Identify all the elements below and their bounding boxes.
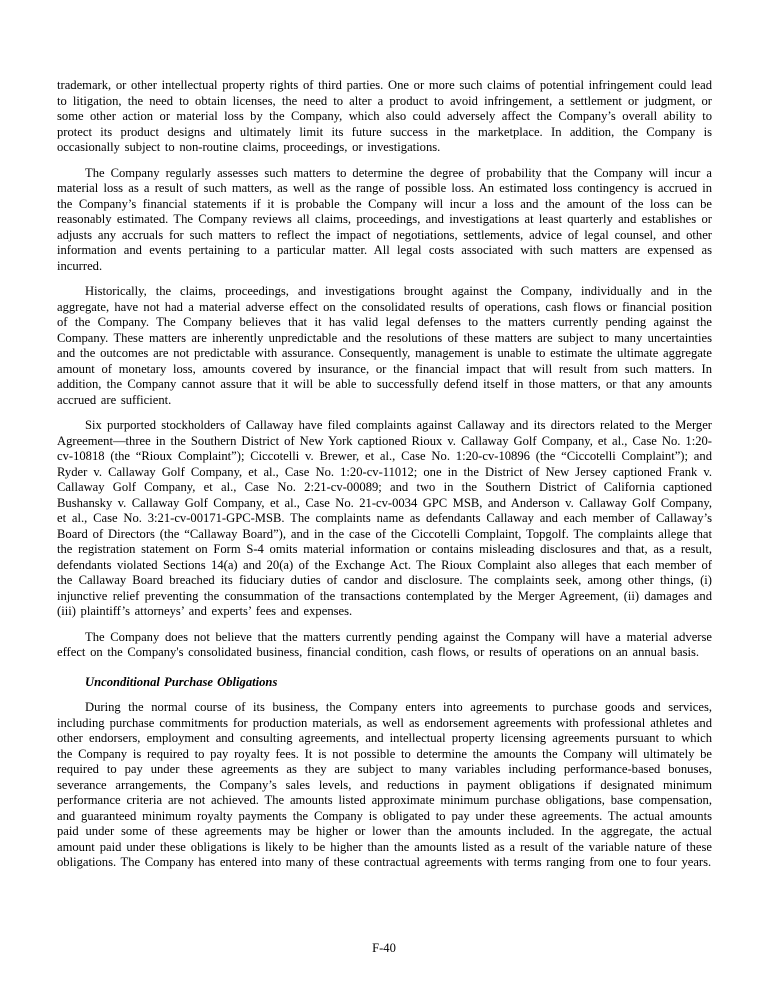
page-number: F-40 xyxy=(372,941,396,955)
section-heading-unconditional-purchase-obligations: Unconditional Purchase Obligations xyxy=(85,674,278,689)
document-content xyxy=(57,78,712,881)
paragraph-purchase-agreements: During the normal course of its business, the Company enters into agreements to purchase goods and services, including purchase commitments for production materials, as well as endorsement agreements with professional athletes and other endorsers, employment and consulting agreements, and intellectual property licensing agreements pursuant to which the Company is required to pay royalty fees. It is not possible to determine the amounts the Company will ultimately be required to pay under these agreements as they are subject to many variables including performance-based bonuses, severance arrangements, the Company’s sales levels, and reductions in payment obligations if designated minimum performance criteria are not achieved. The amounts listed approximate minimum purchase obligations, base compensation, and guaranteed minimum royalty payments the Company is obligated to pay under these agreements. The actual amounts paid under some of these agreements may be higher or lower than the amounts included. In the aggregate, the actual amount paid under these obligations is likely to be higher than the amounts listed as a result of the variable nature of these obligations. The Company has entered into many of these contractual agreements with terms ranging from one to four years. xyxy=(57,700,712,869)
paragraph-stockholder-complaints: Six purported stockholders of Callaway have filed complaints against Callaway and its directors related to the Merger Agreement—three in the Southern District of New York captioned Rioux v. Callaway Golf Company, et al., Case No. 1:20-cv-10818 (the “Rioux Complaint”); Ciccotelli v. Brewer, et al., Case No. 1:20-cv-10896 (the “Ciccotelli Complaint”); and Ryder v. Callaway Golf Company, et al., Case No. 1:20-cv-11012; one in the District of New Jersey captioned Frank v. Callaway Golf Company, et al., Case No. 2:21-cv-00089; and two in the Southern District of California captioned Bushansky v. Callaway Golf Company, et al., Case No. 21-cv-0034 GPC MSB, and Anderson v. Callaway Golf Company, et al., Case No. 3:21-cv-00171-GPC-MSB. The complaints name as defendants Callaway and each member of Callaway’s Board of Directors (the “Callaway Board”), and in the case of the Ciccotelli Complaint, Topgolf. The complaints allege that the registration statement on Form S-4 omits material information or contains misleading disclosures and that, as a result, defendants violated Sections 14(a) and 20(a) of the Exchange Act. The Rioux Complaint also alleges that each member of the Callaway Board breached its fiduciary duties of candor and disclosure. The complaints seek, among other things, (i) injunctive relief preventing the consummation of the transactions contemplated by the Merger Agreement, (ii) damages and (iii) plaintiff’s attorneys’ and experts’ fees and expenses. xyxy=(57,418,712,618)
paragraph-no-material-adverse-effect: The Company does not believe that the matters currently pending against the Company will have a material adverse effect on the Company's consolidated business, financial condition, cash flows, or results of operations on an annual basis. xyxy=(57,629,712,659)
paragraph-trademark-infringement: trademark, or other intellectual property rights of third parties. One or more such claims of potential infringement could lead to litigation, the need to obtain licenses, the need to alter a product to avoid infringement, a settlement or judgment, or some other action or material loss by the Company, which also could adversely affect the Company’s overall ability to protect its product designs and ultimately limit its future success in the marketplace. In addition, the Company is occasionally subject to non-routine claims, proceedings, or investigations. xyxy=(57,78,712,154)
paragraph-loss-contingency: The Company regularly assesses such matters to determine the degree of probability that the Company will incur a material loss as a result of such matters, as well as the range of possible loss. An estimated loss contingency is accrued in the Company’s financial statements if it is probable the Company will incur a loss and the amount of the loss can be reasonably estimated. The Company reviews all claims, proceedings, and investigations at least quarterly and establishes or adjusts any accruals for such matters to reflect the impact of negotiations, settlements, advice of legal counsel, and other information and events pertaining to a particular matter. All legal costs associated with such matters are expensed as incurred. xyxy=(57,165,712,273)
paragraph-historical-claims: Historically, the claims, proceedings, and investigations brought against the Company, individually and in the aggregate, have not had a material adverse effect on the consolidated results of operations, cash flows or financial position of the Company. The Company believes that it has valid legal defenses to the matters currently pending against the Company. These matters are inherently unpredictable and the resolutions of these matters are subject to many uncertainties and the outcomes are not predictable with assurance. Consequently, management is unable to estimate the ultimate aggregate amount of monetary loss, amounts covered by insurance, or the financial impact that will result from such matters. In addition, the Company cannot assure that it will be able to successfully defend itself in those matters, or that any amounts accrued are sufficient. xyxy=(57,284,712,407)
